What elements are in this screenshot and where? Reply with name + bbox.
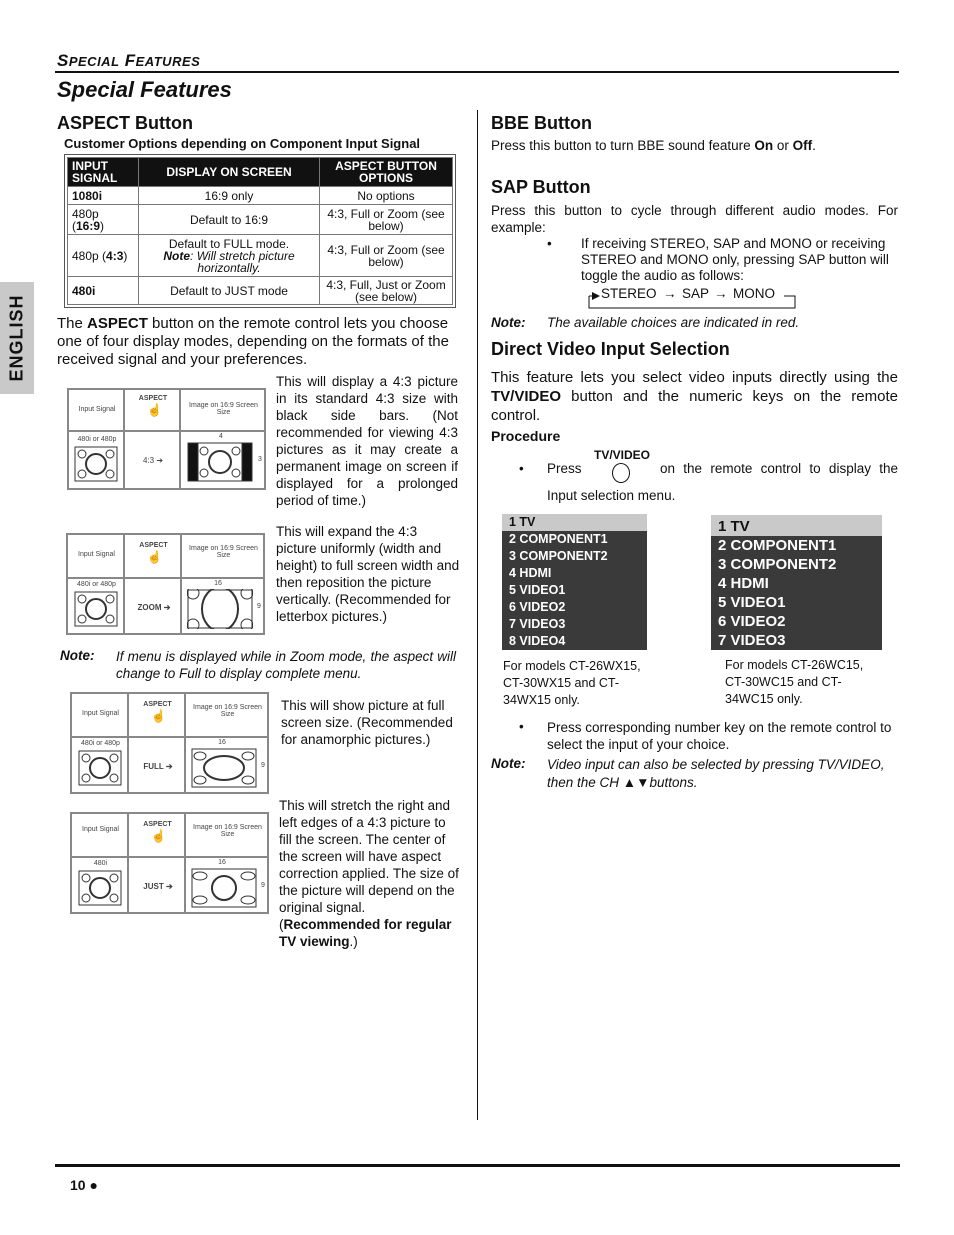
aspect-heading: ASPECT Button bbox=[57, 113, 193, 133]
press-text-post: on the remote control to display the bbox=[660, 461, 898, 476]
tv-video-button-label: TV/VIDEO bbox=[594, 448, 651, 462]
header-rule bbox=[55, 71, 899, 73]
menu-item: 4 HDMI bbox=[509, 566, 552, 580]
cell-options: 4:3, Full or Zoom (see below) bbox=[320, 205, 453, 235]
table-row bbox=[68, 277, 453, 305]
cell-signal: 480i bbox=[68, 277, 139, 305]
cell-display: 16:9 only bbox=[139, 187, 320, 205]
menu-item: 3 COMPONENT2 bbox=[718, 556, 837, 573]
page-title: Special Features bbox=[57, 77, 232, 102]
page-number: 10 ● bbox=[70, 1177, 98, 1193]
screen-zoom-icon bbox=[187, 589, 253, 629]
hand-icon: ☝ bbox=[147, 403, 162, 417]
cell-display: Default to 16:9 bbox=[139, 205, 320, 235]
source-image-icon bbox=[78, 870, 122, 906]
menu-item: 7 VIDEO3 bbox=[718, 632, 786, 649]
cycle-stereo: STEREO bbox=[601, 286, 657, 301]
source-image-icon bbox=[74, 591, 118, 627]
menu-item: 2 COMPONENT1 bbox=[509, 532, 608, 546]
hand-icon: ☝ bbox=[147, 550, 162, 564]
zoom-note-label: Note: bbox=[60, 648, 95, 663]
language-tab: ENGLISH bbox=[0, 282, 34, 394]
screen-4x3-icon bbox=[187, 442, 253, 482]
cell-signal: 1080i bbox=[68, 187, 139, 205]
dvi-note: Video input can also be selected by pressing TV/VIDEO, then the CH ▲▼buttons. bbox=[547, 757, 885, 790]
menu-item: 2 COMPONENT1 bbox=[718, 537, 837, 554]
source-image-icon bbox=[74, 446, 118, 482]
hand-icon: ☝ bbox=[151, 709, 166, 723]
col-header: INPUT SIGNAL bbox=[68, 158, 139, 187]
menu-item: 5 VIDEO1 bbox=[509, 583, 566, 597]
mode-desc-just: This will stretch the right and left edges of a 4:3 picture to fill the screen. The center of the screen will have aspect correction applied. The size of the picture will depend on the original signal. (Recommended for regular TV viewing.) bbox=[279, 798, 459, 949]
mode-desc-4x3: This will display a 4:3 picture in its standard 4:3 size with black side bars. (Not recommended for viewing 4:3 pictures as it may create a permanent image on screen if displayed for a prolonged period of time.) bbox=[276, 374, 458, 508]
zoom-note: If menu is displayed while in Zoom mode, the aspect will change to Full to display complete menu. bbox=[116, 649, 456, 681]
cycle-sap: SAP bbox=[682, 286, 710, 301]
press-text: Press bbox=[547, 461, 582, 476]
cycle-mono: MONO bbox=[733, 286, 775, 301]
menu-item: 1 TV bbox=[711, 515, 882, 536]
menu-item: 8 VIDEO4 bbox=[509, 634, 566, 648]
mode-desc-zoom: This will expand the 4:3 picture uniformly (width and height) to full screen width and then reposition the picture vertically. (Recommended for letterbox pictures.) bbox=[276, 524, 460, 624]
menu-item: 6 VIDEO2 bbox=[718, 613, 786, 630]
screen-full-icon bbox=[191, 748, 257, 788]
table-row bbox=[68, 235, 453, 277]
menu-item: 7 VIDEO3 bbox=[509, 617, 566, 631]
cell-options: 4:3, Full or Zoom (see below) bbox=[320, 235, 453, 277]
sap-heading: SAP Button bbox=[491, 177, 591, 197]
dvi-bullet: Press corresponding number key on the remote control to select the input of your choice. bbox=[547, 720, 892, 752]
sap-note: The available choices are indicated in red. bbox=[547, 315, 800, 330]
audio-cycle bbox=[588, 286, 798, 310]
menu-item: 6 VIDEO2 bbox=[509, 600, 566, 614]
footer-rule bbox=[55, 1164, 900, 1167]
bullet-icon: • bbox=[547, 236, 552, 251]
input-menu-wx15 bbox=[502, 514, 647, 650]
cell-signal: 480p (4:3) bbox=[68, 235, 139, 277]
hand-icon: ☝ bbox=[151, 829, 166, 843]
cell-display: Default to FULL mode. Note: Will stretch picture horizontally. bbox=[139, 235, 320, 277]
press-text-line2: Input selection menu. bbox=[547, 488, 676, 503]
mode-desc-full: This will show picture at full screen size. (Recommended for anamorphic pictures.) bbox=[281, 698, 453, 747]
input-menu-wc15 bbox=[711, 515, 882, 650]
aspect-diagram-full: Input Signal ASPECT ☝ Image on 16:9 Screen Size 480i or 480p FULL ➔ 16 9 bbox=[70, 692, 269, 794]
sap-bullet: If receiving STEREO, SAP and MONO or receiving STEREO and MONO only, pressing SAP button will toggle the audio as follows: bbox=[581, 236, 889, 283]
bullet-icon: • bbox=[519, 719, 524, 734]
dvi-heading: Direct Video Input Selection bbox=[491, 339, 730, 359]
menu-item: 1 TV bbox=[502, 514, 647, 531]
cell-options: No options bbox=[320, 187, 453, 205]
dvi-note-label: Note: bbox=[491, 756, 526, 771]
sap-note-label: Note: bbox=[491, 315, 526, 330]
menu1-caption: For models CT-26WX15, CT-30WX15 and CT-34WX15 only. bbox=[503, 659, 641, 707]
cell-options: 4:3, Full, Just or Zoom (see below) bbox=[320, 277, 453, 305]
col-header: DISPLAY ON SCREEN bbox=[139, 158, 320, 187]
screen-just-icon bbox=[191, 868, 257, 908]
bbe-heading: BBE Button bbox=[491, 113, 592, 133]
bullet-icon: • bbox=[519, 461, 524, 476]
column-divider bbox=[477, 110, 478, 1120]
cell-signal: 480p (16:9) bbox=[68, 205, 139, 235]
bbe-text: Press this button to turn BBE sound feature On or Off. bbox=[491, 138, 816, 153]
dvi-text: This feature lets you select video inputs directly using the TV/VIDEO button and the numeric keys on the remote control. bbox=[491, 369, 898, 424]
table-row bbox=[68, 187, 453, 205]
tv-video-button-icon bbox=[612, 463, 630, 483]
aspect-intro: The ASPECT button on the remote control lets you choose one of four display modes, depending on the formats of the received signal and your preferences. bbox=[57, 315, 449, 368]
table-row bbox=[68, 205, 453, 235]
arrow-right-icon: → bbox=[663, 286, 677, 301]
arrow-right-icon: → bbox=[714, 286, 728, 301]
cell-display: Default to JUST mode bbox=[139, 277, 320, 305]
aspect-options-table bbox=[64, 154, 456, 308]
procedure-label: Procedure bbox=[491, 428, 561, 444]
table-caption: Customer Options depending on Component Input Signal bbox=[64, 136, 421, 151]
sap-text: Press this button to cycle through different audio modes. For example: bbox=[491, 203, 898, 235]
source-image-icon bbox=[78, 750, 122, 786]
section-header: SPECIAL FEATURES bbox=[57, 51, 201, 70]
col-header: ASPECT BUTTON OPTIONS bbox=[320, 158, 453, 187]
menu2-caption: For models CT-26WC15, CT-30WC15 and CT-34WC15 only. bbox=[725, 658, 864, 706]
menu-item: 5 VIDEO1 bbox=[718, 594, 786, 611]
menu-item: 4 HDMI bbox=[718, 575, 769, 592]
aspect-diagram-4x3: Input Signal ASPECT ☝ Image on 16:9 Screen Size 480i or 480p 4:3 ➔ 4 3 bbox=[67, 388, 266, 490]
menu-item: 3 COMPONENT2 bbox=[509, 549, 608, 563]
aspect-diagram-just: Input Signal ASPECT ☝ Image on 16:9 Screen Size 480i JUST ➔ 16 9 bbox=[70, 812, 269, 914]
aspect-diagram-zoom: Input Signal ASPECT ☝ Image on 16:9 Screen Size 480i or 480p ZOOM ➔ 16 9 bbox=[66, 533, 265, 635]
